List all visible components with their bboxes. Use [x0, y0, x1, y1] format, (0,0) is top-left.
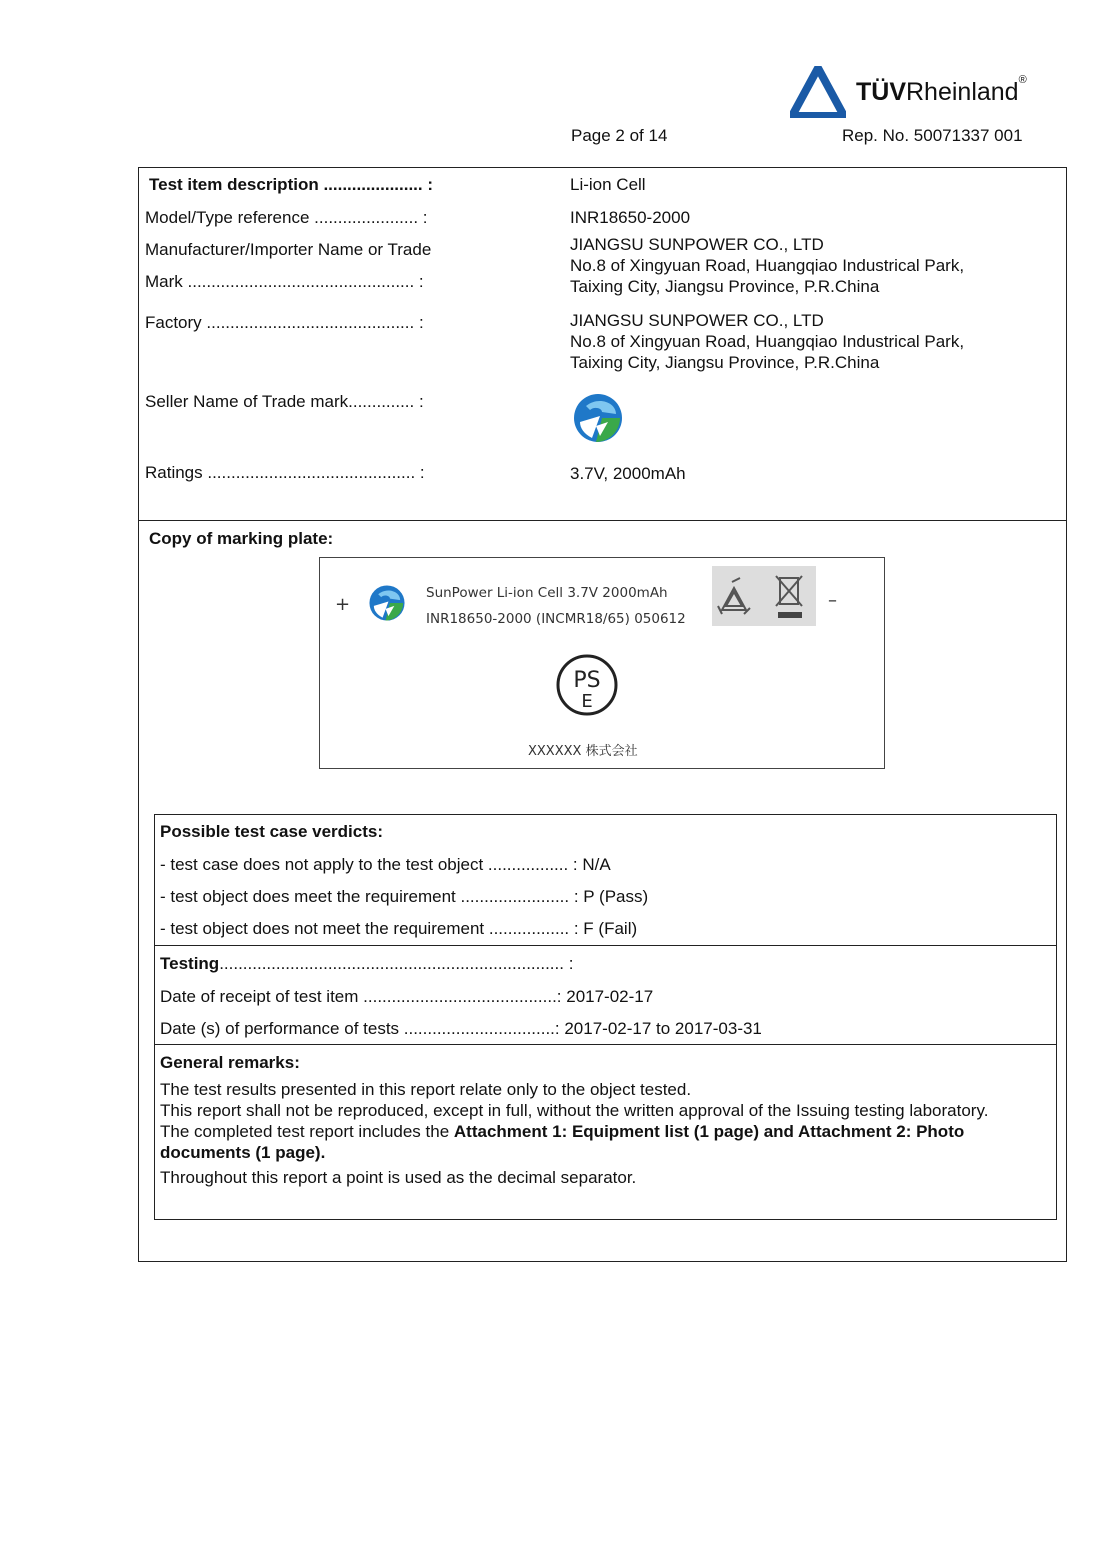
plate-sunpower-logo-icon — [368, 584, 406, 622]
factory-label: Factory ............................................ : — [145, 313, 424, 332]
page-number: Page 2 of 14 — [571, 126, 668, 145]
marking-plate — [319, 557, 885, 769]
testing-heading: Testing......................................................................... : — [160, 954, 574, 973]
sunpower-logo-icon — [572, 392, 624, 444]
test-item-value: Li-ion Cell — [570, 175, 646, 194]
manufacturer-label-line2: Mark ................................................ : — [145, 272, 424, 291]
pse-mark-icon — [555, 653, 619, 717]
table-divider — [154, 1044, 1057, 1045]
performance-dates: Date (s) of performance of tests ................................: 2017-02-17 to 2017-03-31 — [160, 1019, 762, 1038]
tuv-rheinland-logo — [790, 64, 1070, 120]
remarks-line3: The completed test report includes the Attachment 1: Equipment list (1 page) and Attachment 2: Photo documents (1 page). — [160, 1122, 965, 1162]
minus-terminal: – — [828, 590, 837, 611]
remarks-line2: This report shall not be reproduced, except in full, without the written approval of the Issuing testing laboratory. — [160, 1101, 989, 1120]
plus-terminal: + — [335, 594, 351, 615]
receipt-date: Date of receipt of test item .........................................: 2017-02-17 — [160, 987, 654, 1006]
factory-value: JIANGSU SUNPOWER CO., LTD No.8 of Xingyuan Road, Huangqiao Industrical Park, Taixing City, Jiangsu Province, P.R.China — [570, 311, 965, 372]
section-divider — [138, 520, 1067, 521]
remarks-line4: Throughout this report a point is used as the decimal separator. — [160, 1168, 637, 1187]
plate-line2: INR18650-2000 (INCMR18/65) 050612 — [426, 611, 686, 627]
remarks-body — [160, 1079, 1050, 1188]
svg-text:PS: PS — [573, 668, 601, 693]
ratings-label: Ratings ............................................ : — [145, 463, 425, 482]
recycle-and-weee-icon — [712, 566, 816, 626]
svg-text:E: E — [581, 691, 593, 712]
ratings-value: 3.7V, 2000mAh — [570, 464, 686, 483]
manufacturer-value: JIANGSU SUNPOWER CO., LTD No.8 of Xingyuan Road, Huangqiao Industrical Park, Taixing City, Jiangsu Province, P.R.China — [570, 235, 965, 296]
model-label: Model/Type reference ...................... : — [145, 208, 428, 227]
marking-plate-title: Copy of marking plate: — [149, 529, 334, 548]
verdicts-title: Possible test case verdicts: — [160, 822, 384, 841]
table-divider — [154, 945, 1057, 946]
logo-wordmark: TÜVRheinland® — [856, 74, 1027, 106]
seller-label: Seller Name of Trade mark.............. : — [145, 392, 424, 411]
plate-line1: SunPower Li-ion Cell 3.7V 2000mAh — [426, 585, 668, 601]
remarks-line1: The test results presented in this report relate only to the object tested. — [160, 1080, 692, 1099]
model-value: INR18650-2000 — [570, 208, 691, 227]
tuv-triangle-icon — [790, 66, 846, 118]
report-number: Rep. No. 50071337 001 — [842, 126, 1023, 145]
verdict-na: - test case does not apply to the test object ................. : N/A — [160, 855, 611, 874]
plate-company: XXXXXX 株式会社 — [528, 744, 638, 759]
verdict-fail: - test object does not meet the requirement ................. : F (Fail) — [160, 919, 638, 938]
test-item-label: Test item description ..................... : — [149, 175, 434, 194]
manufacturer-label-line1: Manufacturer/Importer Name or Trade — [145, 240, 432, 259]
remarks-title: General remarks: — [160, 1053, 300, 1072]
verdict-pass: - test object does meet the requirement ....................... : P (Pass) — [160, 887, 649, 906]
